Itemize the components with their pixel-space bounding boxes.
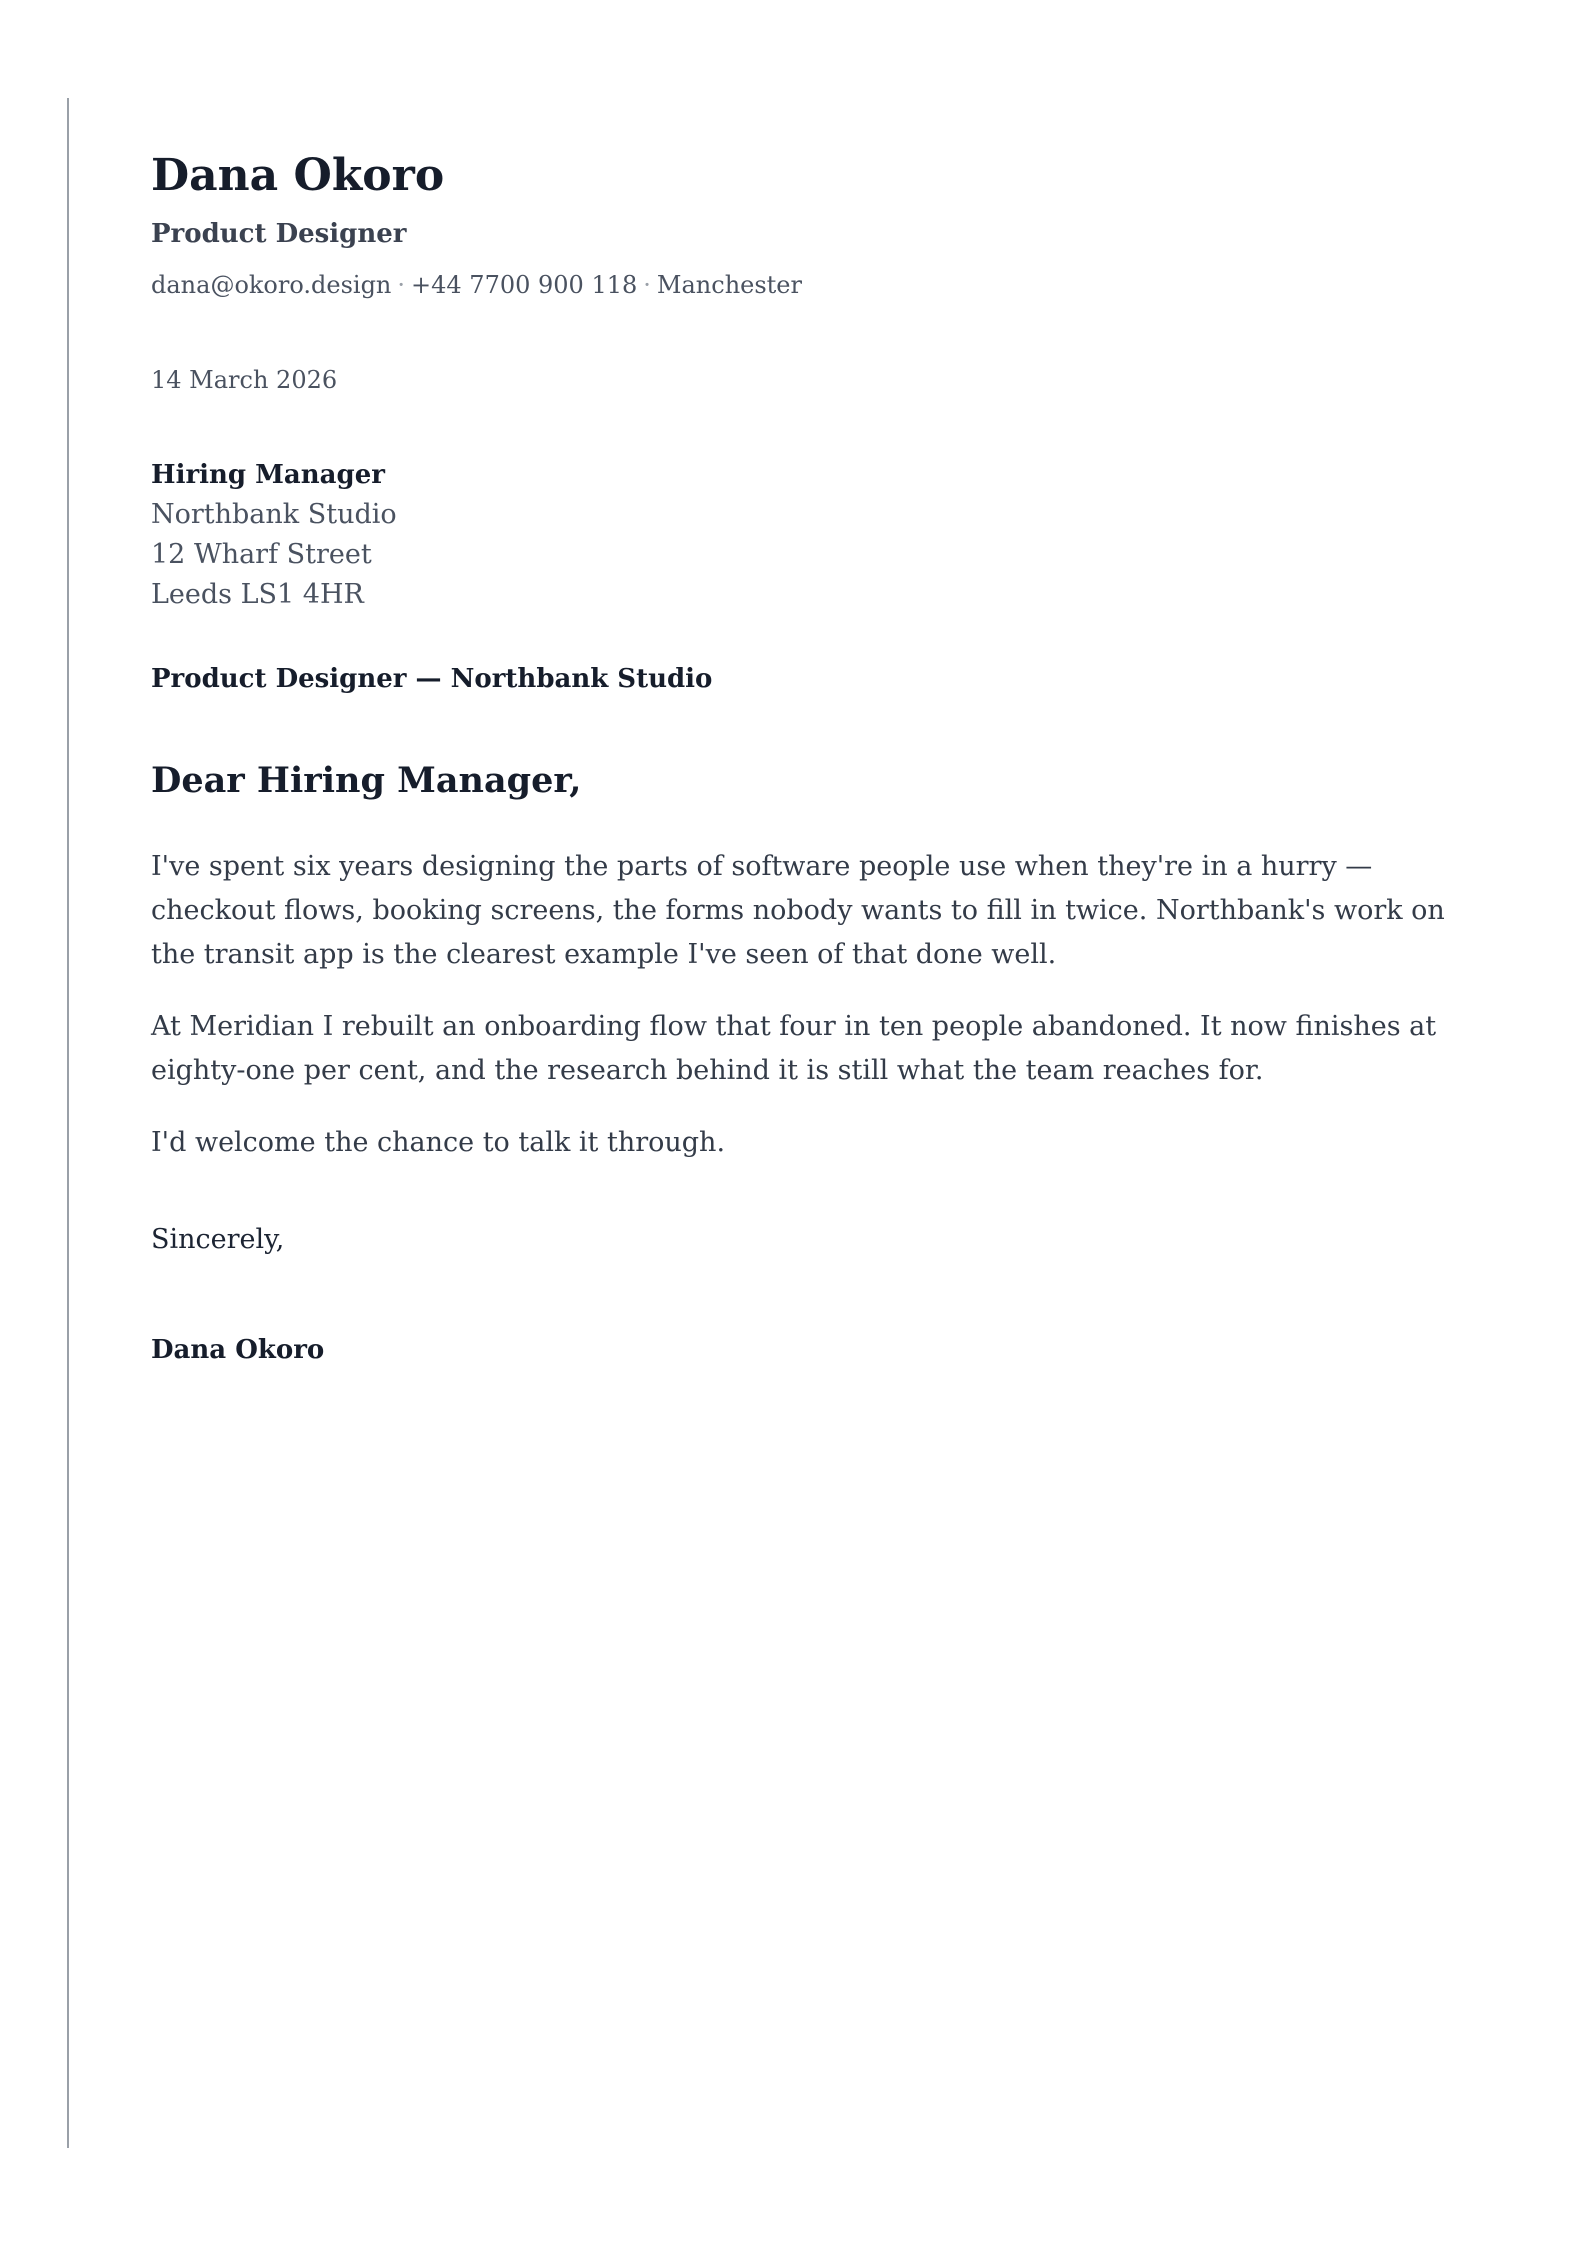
salutation: Dear Hiring Manager,: [151, 760, 582, 801]
margin-rule: [67, 98, 69, 2148]
sender-location: Manchester: [656, 271, 802, 299]
body-paragraph: I've spent six years designing the parts of software people use when they're in a hurry — checkout flows, booking screens, the forms nobody wants to fill in twice. Northbank's work on the transit app is the clearest example I've seen of that done well.: [151, 851, 1445, 970]
recipient-city: Leeds LS1 4HR: [151, 579, 364, 610]
closing: Sincerely,: [151, 1224, 285, 1255]
letter-body: [151, 845, 1451, 1193]
body-paragraph: At Meridian I rebuilt an onboarding flow that four in ten people abandoned. It now finishes at eighty-one per cent, and the research behind it is still what the team reaches for.: [151, 1011, 1437, 1086]
body-paragraph: I'd welcome the chance to talk it through.: [151, 1127, 726, 1158]
sender-name: Dana Okoro: [151, 150, 445, 201]
recipient-name: Hiring Manager: [151, 460, 385, 490]
sender-phone[interactable]: +44 7700 900 118: [411, 271, 638, 299]
sender-contact: [151, 271, 802, 299]
recipient-company: Northbank Studio: [151, 499, 397, 530]
contact-separator: ·: [643, 271, 651, 299]
sender-email[interactable]: dana@okoro.design: [151, 271, 392, 299]
recipient-street: 12 Wharf Street: [151, 539, 372, 570]
signature: Dana Okoro: [151, 1335, 325, 1365]
recipient-address: [151, 455, 397, 615]
letter-subject: Product Designer — Northbank Studio: [151, 664, 713, 694]
sender-role: Product Designer: [151, 219, 407, 249]
contact-separator: ·: [397, 271, 406, 299]
letter-date: 14 March 2026: [151, 366, 338, 394]
